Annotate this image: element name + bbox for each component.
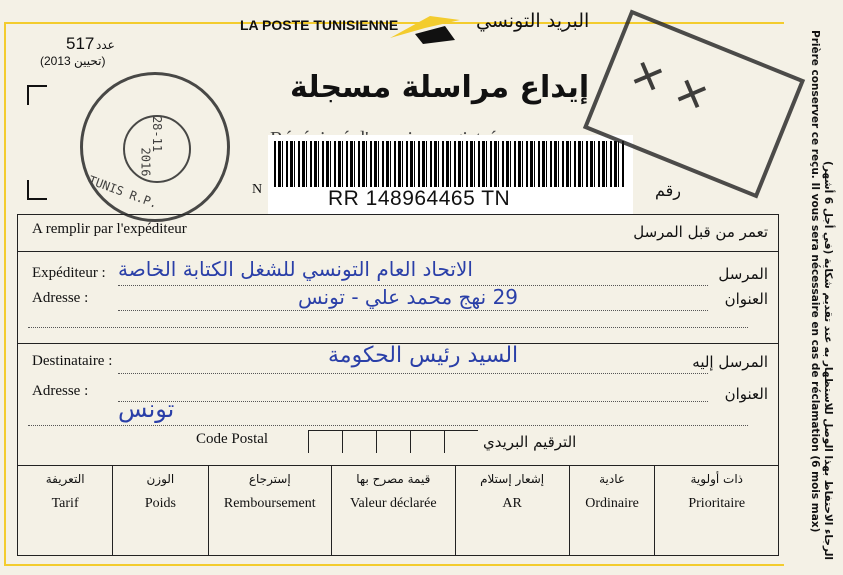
sender-address-label-ar: العنوان — [724, 290, 768, 308]
sender-address-label-fr: Adresse : — [32, 290, 89, 306]
postmark-city: TUNIS R.P. — [86, 173, 160, 211]
sender-address-line-1 — [118, 310, 708, 311]
barcode-bars — [274, 141, 624, 187]
sender-address-line-2 — [28, 327, 748, 328]
corner-mark-top-left — [27, 85, 47, 105]
form-number-label: عدد — [96, 38, 115, 52]
postal-code-label-ar: الترقيم البريدي — [483, 433, 577, 451]
recipient-line — [118, 373, 708, 374]
column-poids: الوزن Poids — [113, 466, 208, 555]
column-valeur-declaree: قيمة مصرح بها Valeur déclarée — [332, 466, 456, 555]
corner-mark-bottom-left — [27, 180, 47, 200]
sender-heading-fr: A remplir par l'expéditeur — [32, 221, 187, 237]
tracking-number: RR 148964465 TN — [328, 187, 511, 210]
sender-address-handwritten-value: 29 نهج محمد علي - تونس — [298, 285, 519, 309]
side-note-fr: Prière conserver ce reçu. Il vous sera nécessaire en cas de réclamation (6 mois max) — [809, 30, 821, 533]
recipient-address-line-2 — [28, 425, 748, 426]
sender-handwritten-value: الاتحاد العام التونسي للشغل الكتابة الخاصة — [118, 257, 473, 281]
recipient-label-fr: Destinataire : — [32, 353, 113, 369]
recipient-label-ar: المرسل إليه — [692, 353, 768, 371]
postal-code-boxes — [308, 430, 478, 453]
side-note — [808, 30, 834, 560]
recipient-address-line-1 — [118, 401, 708, 402]
form-number: 517 — [66, 34, 95, 53]
postmark-stamp — [80, 72, 230, 222]
recipient-address-label-fr: Adresse : — [32, 383, 89, 399]
column-ordinaire: عادية Ordinaire — [570, 466, 656, 555]
postmark-year: 2016 — [138, 147, 153, 177]
sender-heading-ar: تعمر من قبل المرسل — [633, 223, 768, 241]
number-label-fr: N — [252, 182, 263, 197]
barcode-label — [268, 135, 633, 215]
cancellation-mark: ✕ ✕ — [623, 49, 716, 123]
form-table — [17, 214, 779, 556]
column-remboursement: إسترجاع Remboursement — [209, 466, 333, 555]
brand-name-fr: LA POSTE TUNISIENNE — [240, 17, 399, 33]
title-ar: إيداع مراسلة مسجلة — [290, 70, 590, 105]
brand-name-ar: البريد التونسي — [476, 10, 590, 32]
column-tarif: التعريفة Tarif — [18, 466, 113, 555]
number-label-ar: رقم — [655, 181, 682, 200]
recipient-handwritten-value: السيد رئيس الحكومة — [328, 343, 519, 368]
column-prioritaire: ذات أولوية Prioritaire — [688, 472, 746, 511]
postmark-date: 28-11 — [150, 115, 165, 153]
recipient-address-label-ar: العنوان — [724, 385, 768, 403]
form-revision: (تحيين 2013) — [40, 54, 106, 68]
postal-code-label-fr: Code Postal — [196, 431, 269, 447]
service-columns — [18, 466, 778, 555]
column-ar: إشعار إستلام AR — [456, 466, 570, 555]
recipient-address-handwritten-value: تونس — [118, 395, 175, 423]
poste-logo-icon — [385, 6, 465, 46]
sender-label-fr: Expéditeur : — [32, 265, 106, 281]
side-note-ar: الرجاء الاحتفاظ بهذا الوصل للاستظهار به عند تقديم شكاية (في أجل 6 أشهر) — [822, 161, 834, 560]
sender-label-ar: المرسل — [718, 265, 768, 283]
